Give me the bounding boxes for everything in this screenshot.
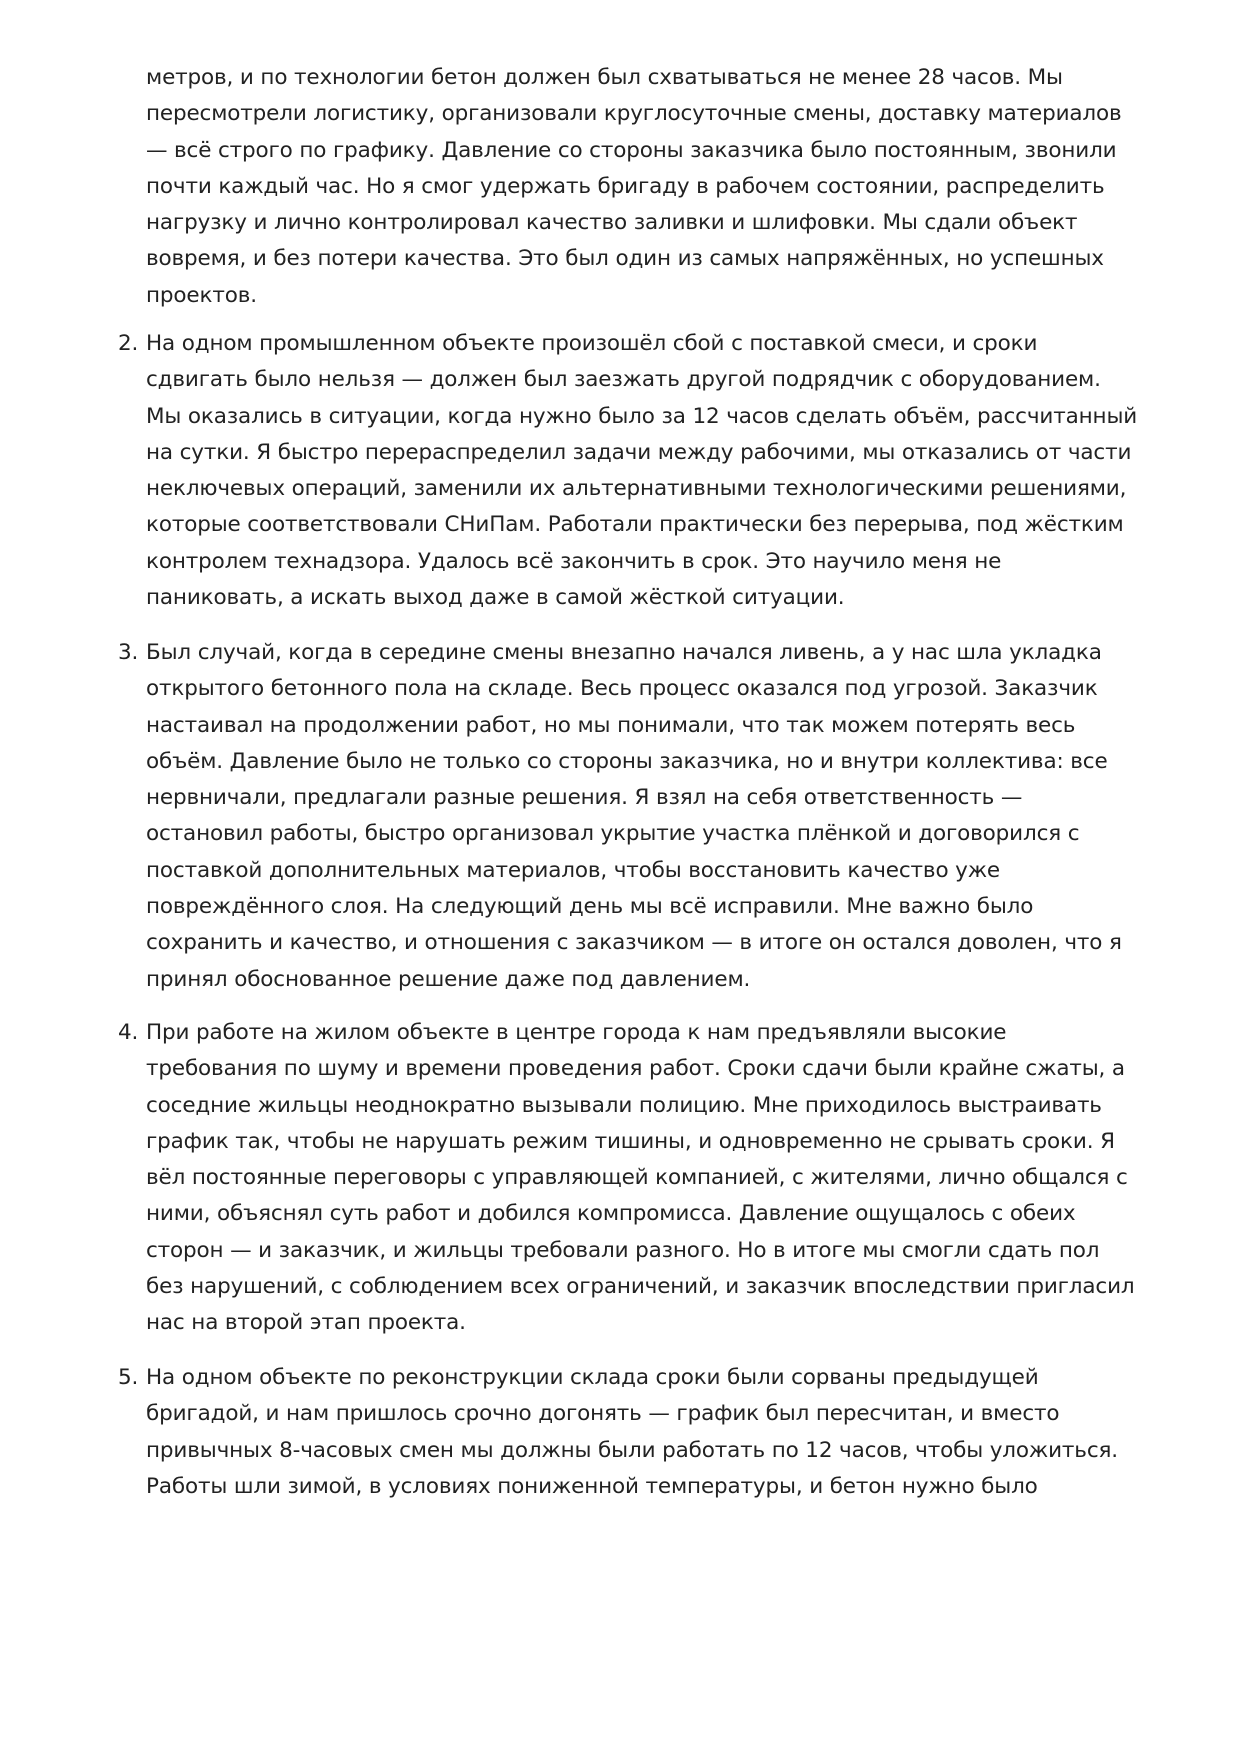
text-line: объём. Давление было не только со стороны заказчика, но и внутри коллектива: все xyxy=(146,748,1108,774)
text-line: ними, объяснял суть работ и добился компромисса. Давление ощущалось с обеих xyxy=(146,1201,1076,1227)
list-item-4 xyxy=(118,1015,1146,1342)
text-line: нас на второй этап проекта. xyxy=(146,1310,466,1336)
list-number: 5. xyxy=(118,1365,139,1390)
list-number: 3. xyxy=(118,640,139,665)
text-line: вовремя, и без потери качества. Это был один из самых напряжённых, но успешных xyxy=(146,246,1104,272)
text-line: На одном объекте по реконструкции склада сроки были сорваны предыдущей xyxy=(146,1365,1039,1390)
text-line: повреждённого слоя. На следующий день мы всё исправили. Мне важно было xyxy=(146,894,1034,920)
text-line: нервничали, предлагали разные решения. Я взял на себя ответственность — xyxy=(146,785,1023,811)
text-line: вёл постоянные переговоры с управляющей компанией, с жителями, лично общался с xyxy=(146,1165,1128,1191)
text-line: контролем технадзора. Удалось всё закончить в срок. Это научило меня не xyxy=(146,548,1002,574)
text-line: почти каждый час. Но я смог удержать бригаду в рабочем состоянии, распределить xyxy=(146,173,1105,199)
text-line: требования по шуму и времени проведения работ. Сроки сдачи были крайне сжаты, а xyxy=(146,1056,1125,1082)
text-line: сдвигать было нельзя — должен был заезжать другой подрядчик с оборудованием. xyxy=(146,367,1101,393)
previous-item-continuation xyxy=(146,60,1146,314)
text-line: соседние жильцы неоднократно вызывали полицию. Мне приходилось выстраивать xyxy=(146,1092,1102,1118)
list-item-3 xyxy=(118,635,1146,998)
text-line: открытого бетонного пола на складе. Весь процесс оказался под угрозой. Заказчик xyxy=(146,676,1098,702)
text-line: На одном промышленном объекте произошёл сбой с поставкой смеси, и сроки xyxy=(146,331,1038,356)
list-number: 4. xyxy=(118,1020,139,1045)
text-line: метров, и по технологии бетон должен был схватываться не менее 28 часов. Мы xyxy=(146,65,1063,90)
text-line: пересмотрели логистику, организовали круглосуточные смены, доставку материалов xyxy=(146,101,1122,127)
text-line: поставкой дополнительных материалов, чтобы восстановить качество уже xyxy=(146,857,1000,883)
list-number: 2. xyxy=(118,331,139,356)
list-item-5 xyxy=(118,1360,1146,1505)
list-item-2 xyxy=(118,326,1146,616)
text-line: При работе на жилом объекте в центре города к нам предъявляли высокие xyxy=(146,1020,1007,1045)
text-line: Мы оказались в ситуации, когда нужно было за 12 часов сделать объём, рассчитанный xyxy=(146,403,1138,429)
text-line: Работы шли зимой, в условиях пониженной температуры, и бетон нужно было xyxy=(146,1473,1038,1499)
text-line: — всё строго по графику. Давление со стороны заказчика было постоянным, звонили xyxy=(146,137,1117,163)
text-line: проектов. xyxy=(146,282,257,308)
text-line: Был случай, когда в середине смены внезапно начался ливень, а у нас шла укладка xyxy=(146,640,1102,665)
text-line: которые соответствовали СНиПам. Работали практически без перерыва, под жёстким xyxy=(146,512,1124,538)
text-line: нагрузку и лично контролировал качество заливки и шлифовки. Мы сдали объект xyxy=(146,210,1078,236)
text-line: сторон — и заказчик, и жильцы требовали разного. Но в итоге мы смогли сдать пол xyxy=(146,1237,1100,1263)
text-line: бригадой, и нам пришлось срочно догонять — график был пересчитан, и вместо xyxy=(146,1401,1060,1427)
text-line: сохранить и качество, и отношения с заказчиком — в итоге он остался доволен, что я xyxy=(146,930,1122,956)
text-line: принял обоснованное решение даже под давлением. xyxy=(146,966,751,992)
text-line: привычных 8-часовых смен мы должны были работать по 12 часов, чтобы уложиться. xyxy=(146,1437,1118,1463)
text-line: настаивал на продолжении работ, но мы понимали, что так можем потерять весь xyxy=(146,712,1076,738)
text-line: неключевых операций, заменили их альтернативными технологическими решениями, xyxy=(146,476,1127,502)
text-line: график так, чтобы не нарушать режим тишины, и одновременно не срывать сроки. Я xyxy=(146,1128,1115,1154)
text-line: на сутки. Я быстро перераспределил задачи между рабочими, мы отказались от части xyxy=(146,439,1132,465)
text-line: паниковать, а искать выход даже в самой жёсткой ситуации. xyxy=(146,585,845,611)
text-line: без нарушений, с соблюдением всех ограничений, и заказчик впоследствии пригласил xyxy=(146,1274,1135,1300)
text-line: остановил работы, быстро организовал укрытие участка плёнкой и договорился с xyxy=(146,821,1080,847)
